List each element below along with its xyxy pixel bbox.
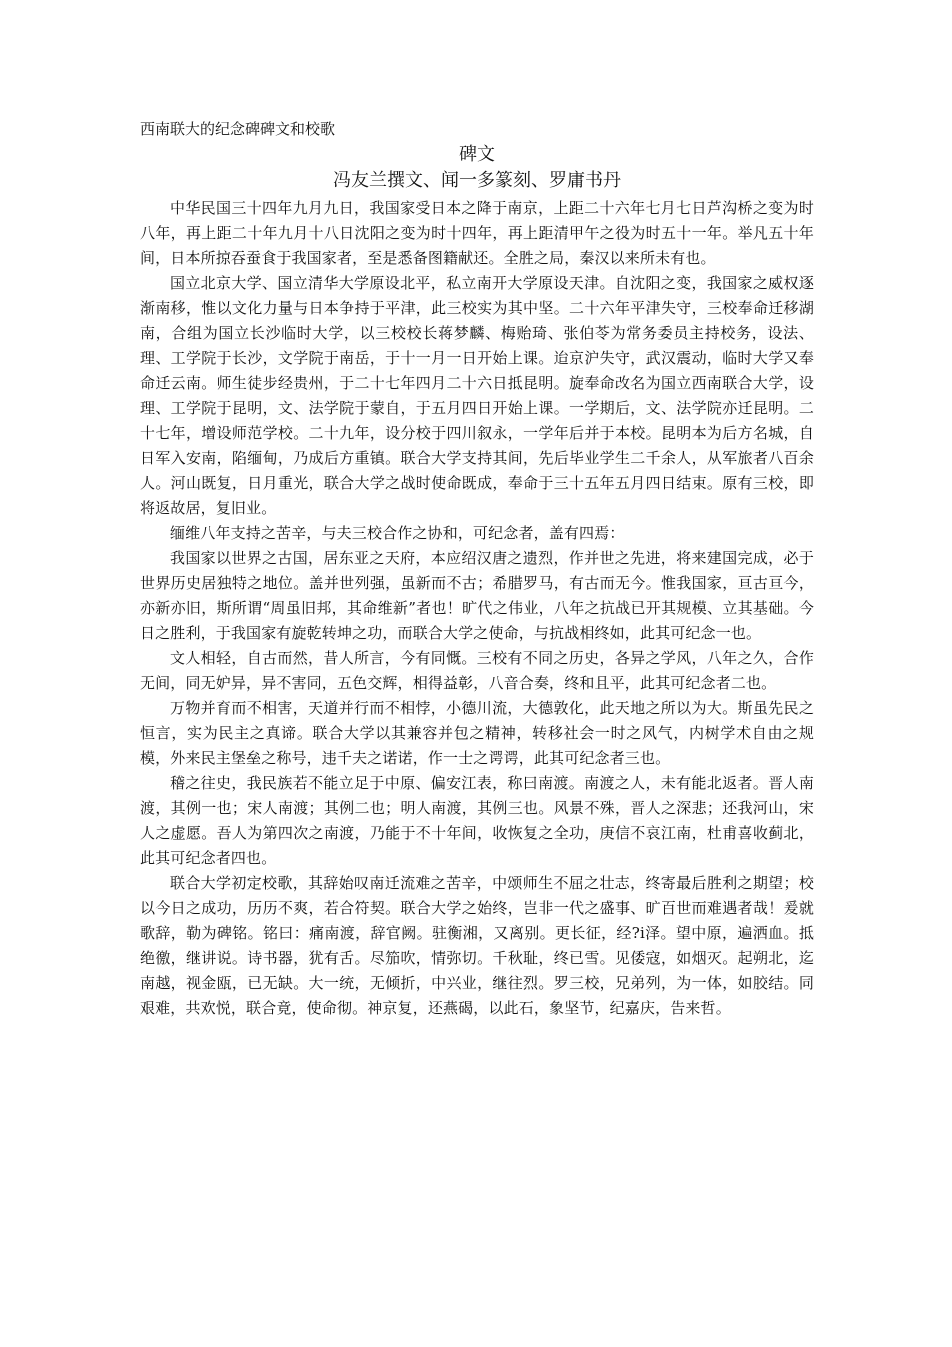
paragraph-3: 缅维八年支持之苦辛，与夫三校合作之协和，可纪念者，盖有四焉： (170, 524, 625, 542)
document-title: 西南联大的纪念碑碑文和校歌 (140, 120, 336, 138)
paragraph-8: 联合大学初定校歌，其辞始叹南迁流难之苦辛，中颂师生不屈之壮志，终寄最后胜利之期望；校以今日之成功，历历不爽，若合符契。联合大学之始终，岂非一代之盛事、旷百世而难遇者哉！爰就歌辞，勒为碑铭。铭曰：痛南渡，辞官阙。驻衡湘，又离别。更长征，经?i泽。望中原，遍洒血。抵绝徼，继讲说。诗书器，犹有舌。尽笳吹，情弥切。千秋耻，终已雪。见倭寇，如烟灭。起朔北，迄南越，视金瓯，已无缺。大一统，无倾折，中兴业，继往烈。罗三校，兄弟列，为一体，如胶结。同艰难，共欢悦，联合竟，使命彻。神京复，还燕碣，以此石，象坚节，纪嘉庆，告来哲。 (140, 874, 814, 1017)
paragraph-7: 稽之往史，我民族若不能立足于中原、偏安江表，称曰南渡。南渡之人，未有能北返者。晋人南渡，其例一也；宋人南渡；其例二也；明人南渡，其例三也。风景不殊，晋人之深悲；还我河山，宋人之虚愿。吾人为第四次之南渡，乃能于不十年间，收恢复之全功，庚信不哀江南，杜甫喜收蓟北，此其可纪念者四也。 (140, 774, 814, 867)
paragraph-4: 我国家以世界之古国，居东亚之天府，本应绍汉唐之遗烈，作并世之先进，将来建国完成，必于世界历史居独特之地位。盖并世列强，虽新而不古；希腊罗马，有古而无今。惟我国家，亘古亘今，亦新亦旧，斯所谓“周虽旧邦，其命维新”者也！旷代之伟业，八年之抗战已开其规模、立其基础。今日之胜利，于我国家有旋乾转坤之功，而联合大学之使命，与抗战相终如，此其可纪念一也。 (140, 549, 814, 642)
paragraph-1: 中华民国三十四年九月九日，我国家受日本之降于南京，上距二十六年七月七日芦沟桥之变为时八年，再上距二十年九月十八日沈阳之变为时十四年，再上距清甲午之役为时五十一年。举凡五十年间，日本所掠吞蚕食于我国家者，至是悉备图籍献还。全胜之局，秦汉以来所未有也。 (140, 199, 814, 267)
document-page (140, 116, 814, 1021)
section-heading: 碑文 (459, 144, 495, 165)
paragraph-6: 万物并育而不相害，天道并行而不相悖，小德川流，大德敦化，此天地之所以为大。斯虽先民之恒言，实为民主之真谛。联合大学以其兼容并包之精神，转移社会一时之风气，内树学术自由之规模，外来民主堡垒之称号，违千夫之诺诺，作一士之谔谔，此其可纪念者三也。 (140, 699, 814, 767)
paragraph-5: 文人相轻，自古而然，昔人所言，今有同慨。三校有不同之历史，各异之学风，八年之久，合作无间，同无妒异，异不害同，五色交辉，相得益彰，八音合奏，终和且平，此其可纪念者二也。 (140, 649, 814, 692)
author-credits: 冯友兰撰文、闻一多篆刻、罗庸书丹 (333, 170, 621, 191)
paragraph-2: 国立北京大学、国立清华大学原设北平，私立南开大学原设天津。自沈阳之变，我国家之威权逐渐南移，惟以文化力量与日本争持于平津，此三校实为其中坚。二十六年平津失守，三校奉命迁移湖南，合组为国立长沙临时大学，以三校校长蒋梦麟、梅贻琦、张伯苓为常务委员主持校务，设法、理、工学院于长沙，文学院于南岳，于十一月一日开始上课。迨京沪失守，武汉震动，临时大学又奉命迁云南。师生徒步经贵州，于二十七年四月二十六日抵昆明。旋奉命改名为国立西南联合大学，设理、工学院于昆明，文、法学院于蒙自，于五月四日开始上课。一学期后，文、法学院亦迁昆明。二十七年，增设师范学校。二十九年，设分校于四川叙永，一学年后并于本校。昆明本为后方名城，自日军入安南，陷缅甸，乃成后方重镇。联合大学支持其间，先后毕业学生二千余人，从军旅者八百余人。河山既复，日月重光，联合大学之战时使命既成，奉命于三十五年五月四日结束。原有三校，即将返故居，复旧业。 (140, 274, 814, 517)
